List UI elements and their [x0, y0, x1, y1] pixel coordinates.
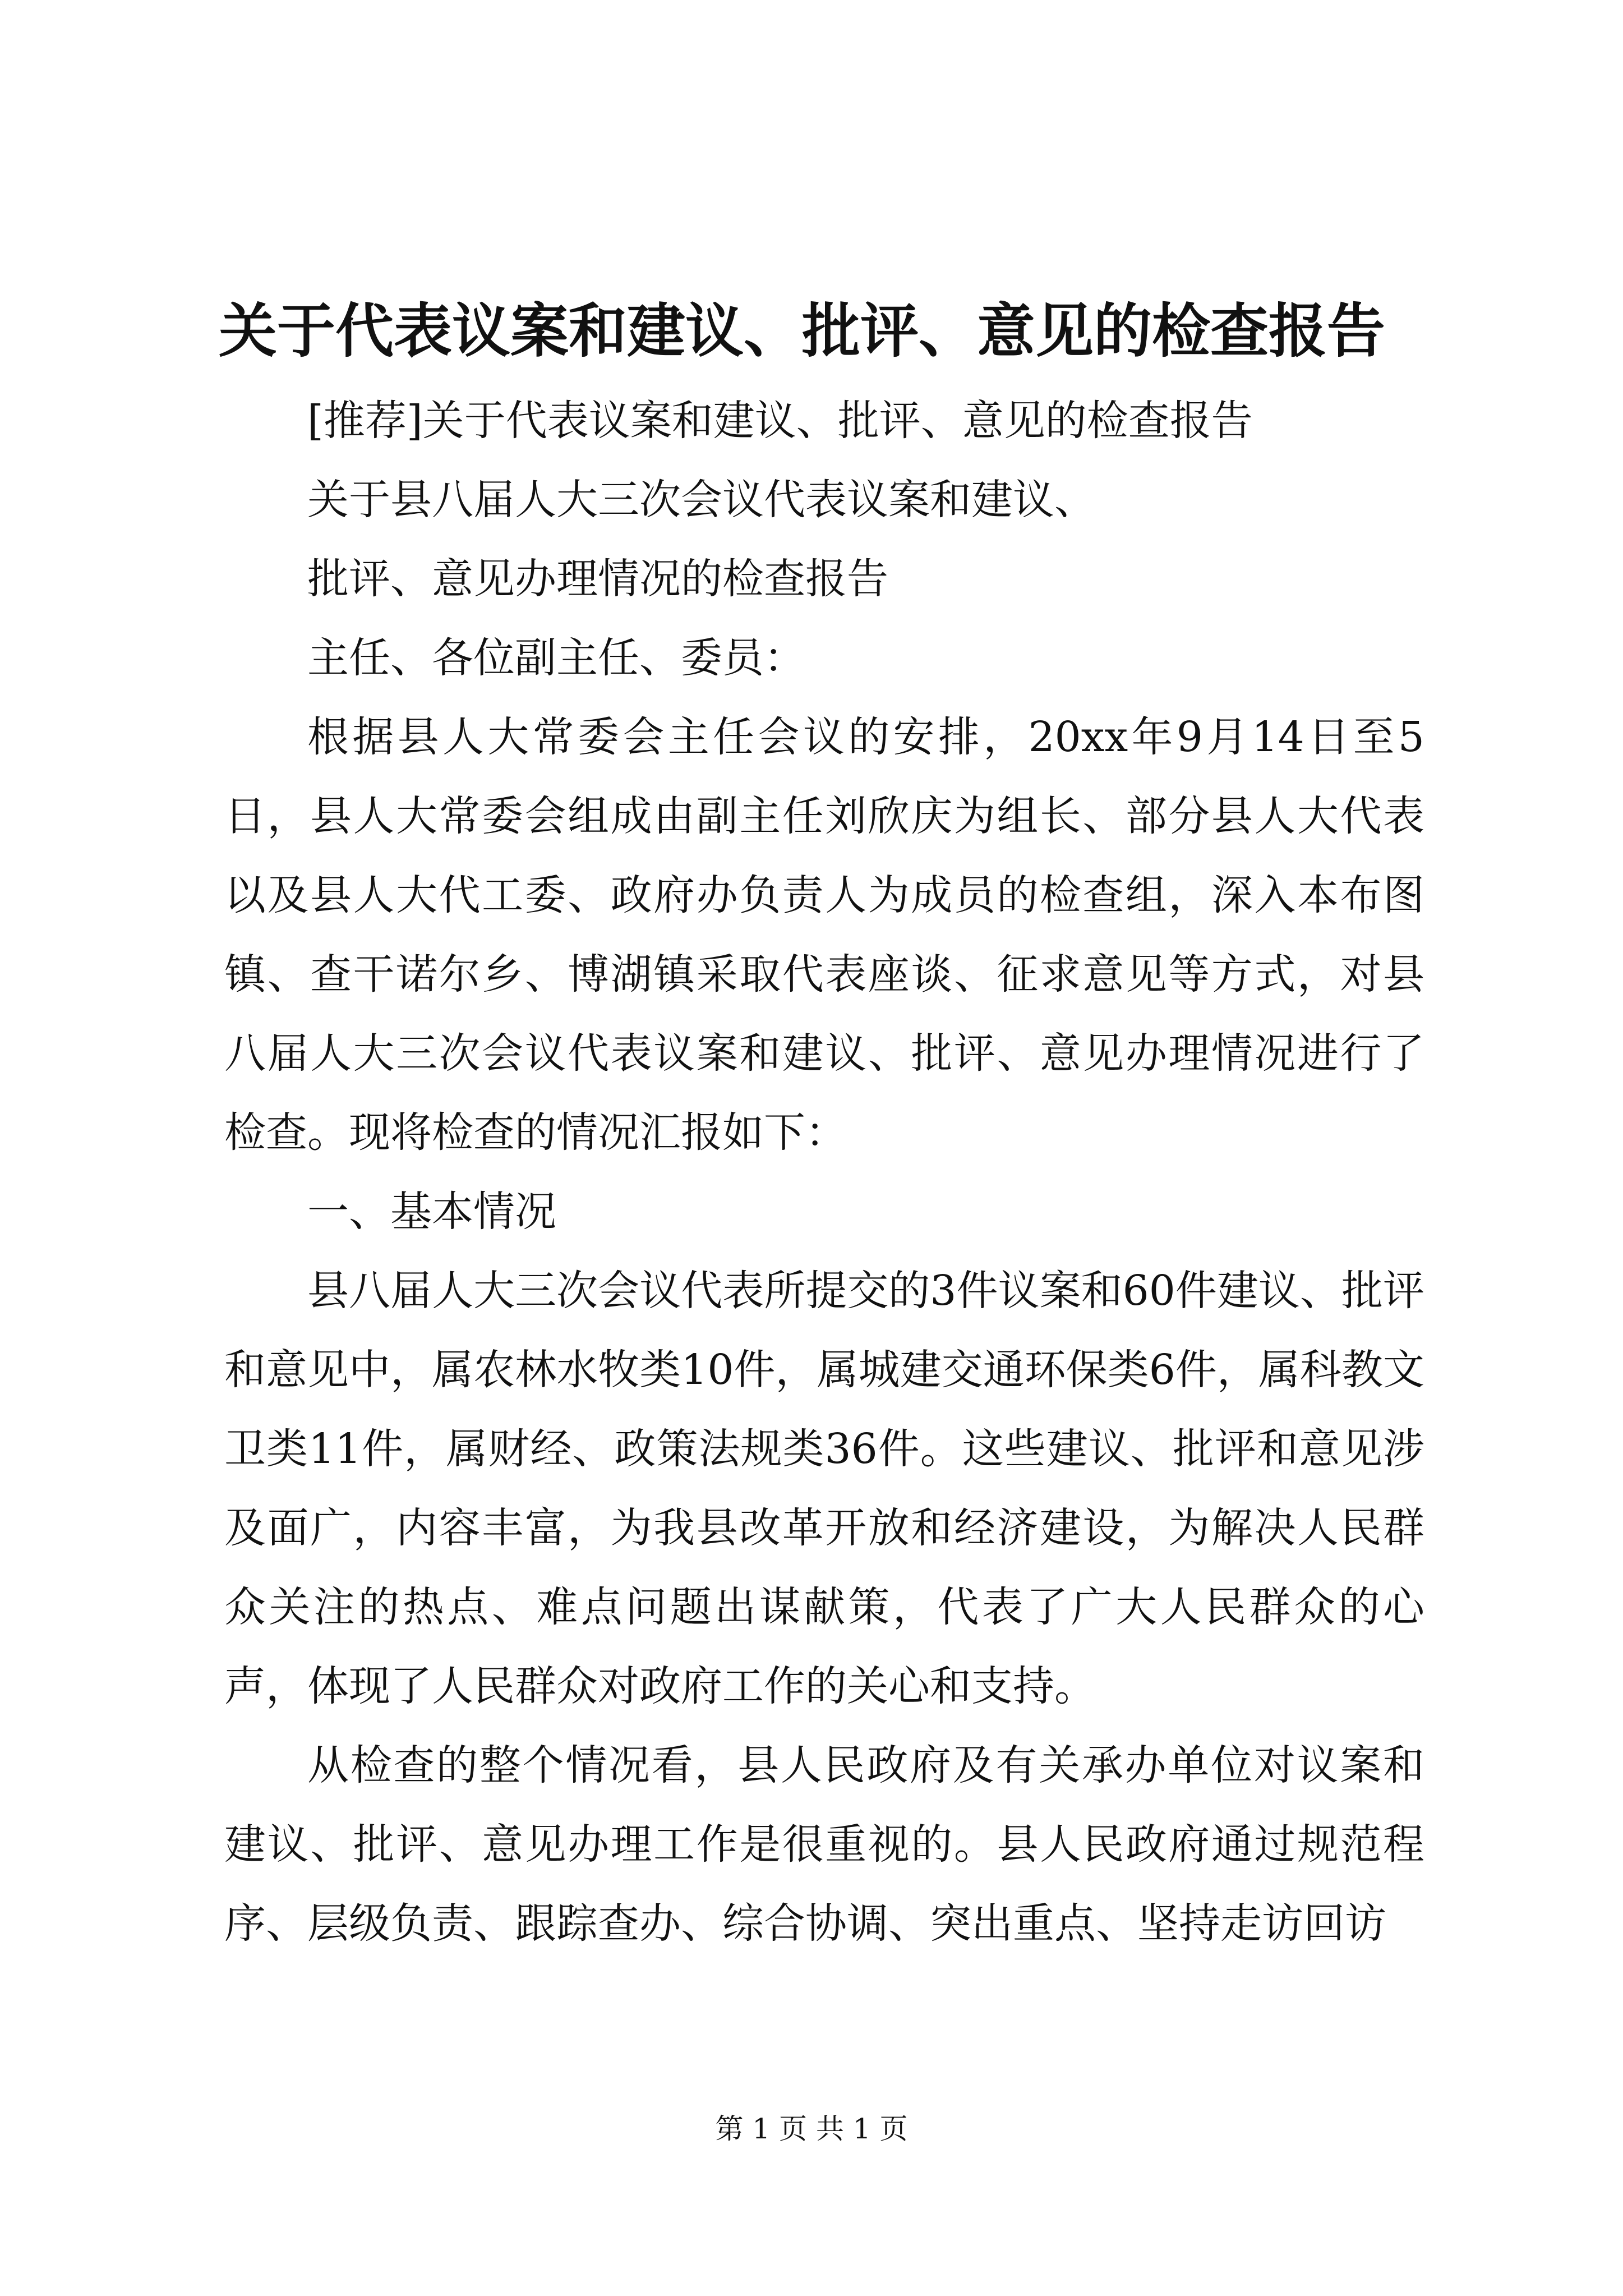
document-title: 关于代表议案和建议、批评、意见的检查报告 — [219, 296, 1386, 365]
paragraph-inspection-overview: 从检查的整个情况看，县人民政府及有关承办单位对议案和建议、批评、意见办理工作是很重视的。县人民政府通过规范程序、层级负责、跟踪查办、综合协调、突出重点、坚持走访回访 — [224, 1741, 1424, 1948]
section-heading-basic-situation: 一、基本情况 — [307, 1188, 556, 1236]
document-body — [224, 381, 1424, 1963]
paragraph-subtitle-line2: 批评、意见办理情况的检查报告 — [307, 555, 888, 603]
paragraph-salutation: 主任、各位副主任、委员： — [307, 634, 805, 682]
paragraph-subtitle-line1: 关于县八届人大三次会议代表议案和建议、 — [307, 476, 1096, 524]
page-footer: 第 1 页 共 1 页 — [715, 2113, 908, 2145]
paragraph-recommend-heading: [推荐]关于代表议案和建议、批评、意见的检查报告 — [307, 397, 1253, 445]
paragraph-basic-situation: 县八届人大三次会议代表所提交的3件议案和60件建议、批评和意见中，属农林水牧类10件，属城建交通环保类6件，属科教文卫类11件，属财经、政策法规类36件。这些建议、批评和意见涉及面广，内容丰富，为我县改革开放和经济建设，为解决人民群众关注的热点、难点问题出谋献策，代表了广大人民群众的心声，体现了人民群众对政府工作的关心和支持。 — [224, 1267, 1424, 1710]
paragraph-intro: 根据县人大常委会主任会议的安排，20xx年9月14日至5日，县人大常委会组成由副主任刘欣庆为组长、部分县人大代表以及县人大代工委、政府办负责人为成员的检查组，深入本布图镇、查干诺尔乡、博湖镇采取代表座谈、征求意见等方式，对县八届人大三次会议代表议案和建议、批评、意见办理情况进行了检查。现将检查的情况汇报如下： — [224, 713, 1424, 1157]
